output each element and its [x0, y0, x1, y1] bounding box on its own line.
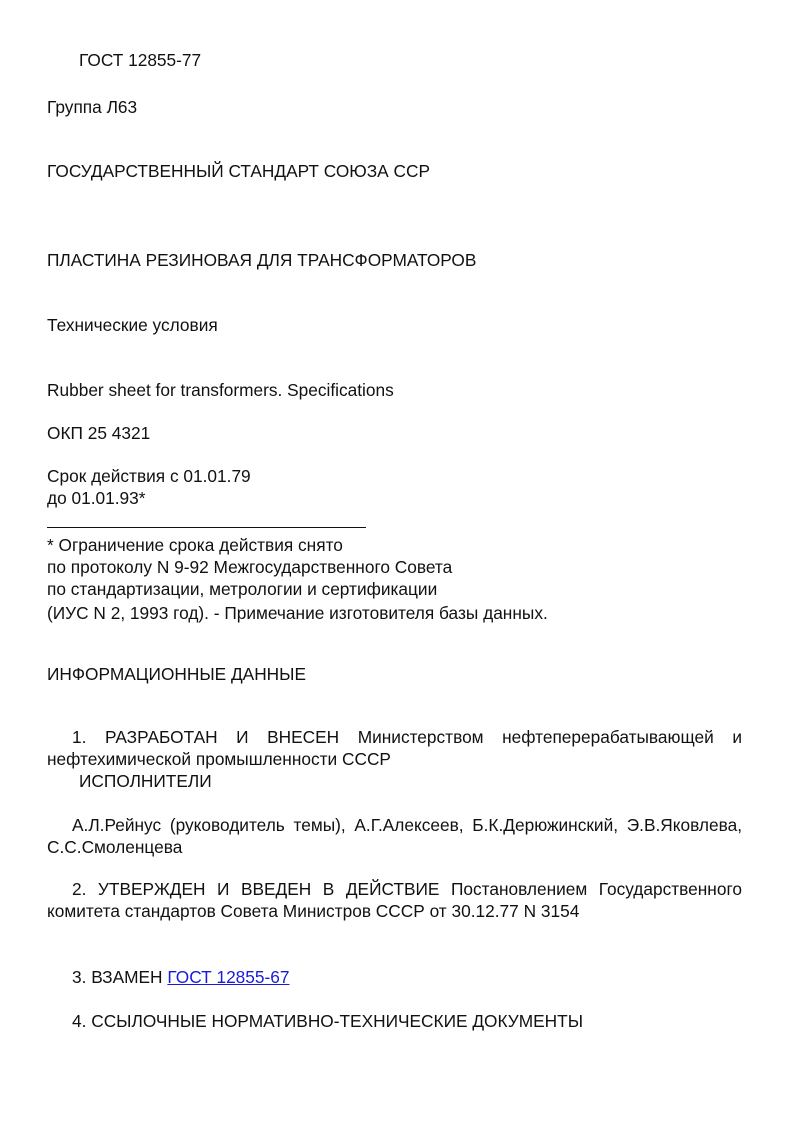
item-3-replaces [72, 966, 742, 988]
item-1-developed: 1. РАЗРАБОТАН И ВНЕСЕН Министерством нефтеперерабатывающей и нефтехимической промышленности СССР [47, 727, 742, 769]
item-4-references: 4. ССЫЛОЧНЫЕ НОРМАТИВНО-ТЕХНИЧЕСКИЕ ДОКУМЕНТЫ [72, 1011, 583, 1031]
validity-to: до 01.01.93* [47, 488, 146, 508]
footnote-line: * Ограничение срока действия снято [47, 535, 343, 555]
gost-12855-67-link[interactable]: ГОСТ 12855-67 [167, 967, 290, 987]
english-title: Rubber sheet for transformers. Specifications [47, 380, 394, 400]
group-code: Группа Л63 [47, 97, 138, 117]
footnote-divider [47, 527, 366, 528]
info-heading: ИНФОРМАЦИОННЫЕ ДАННЫЕ [47, 664, 306, 684]
standard-title: ГОСУДАРСТВЕННЫЙ СТАНДАРТ СОЮЗА ССР [47, 161, 430, 181]
executors-heading: ИСПОЛНИТЕЛИ [79, 771, 212, 791]
footnote-line: (ИУС N 2, 1993 год). - Примечание изготовителя базы данных. [47, 603, 548, 623]
okp-code: ОКП 25 4321 [47, 423, 151, 443]
document-title: ПЛАСТИНА РЕЗИНОВАЯ ДЛЯ ТРАНСФОРМАТОРОВ [47, 250, 477, 270]
gost-number: ГОСТ 12855-77 [79, 50, 202, 70]
document-subtitle: Технические условия [47, 315, 218, 335]
footnote-line: по стандартизации, метрологии и сертификации [47, 579, 438, 599]
item-2-approved: 2. УТВЕРЖДЕН И ВВЕДЕН В ДЕЙСТВИЕ Постановлением Государственного комитета стандартов Совета Министров СССР от 30.12.77 N 3154 [47, 879, 742, 921]
footnote-line: по протоколу N 9-92 Межгосударственного Совета [47, 557, 453, 577]
validity-from: Срок действия с 01.01.79 [47, 466, 251, 486]
item-3-prefix: 3. ВЗАМЕН [72, 967, 163, 987]
executors-list: А.Л.Рейнус (руководитель темы), А.Г.Алексеев, Б.К.Дерюжинский, Э.В.Яковлева, С.С.Смоленцева [47, 815, 742, 857]
